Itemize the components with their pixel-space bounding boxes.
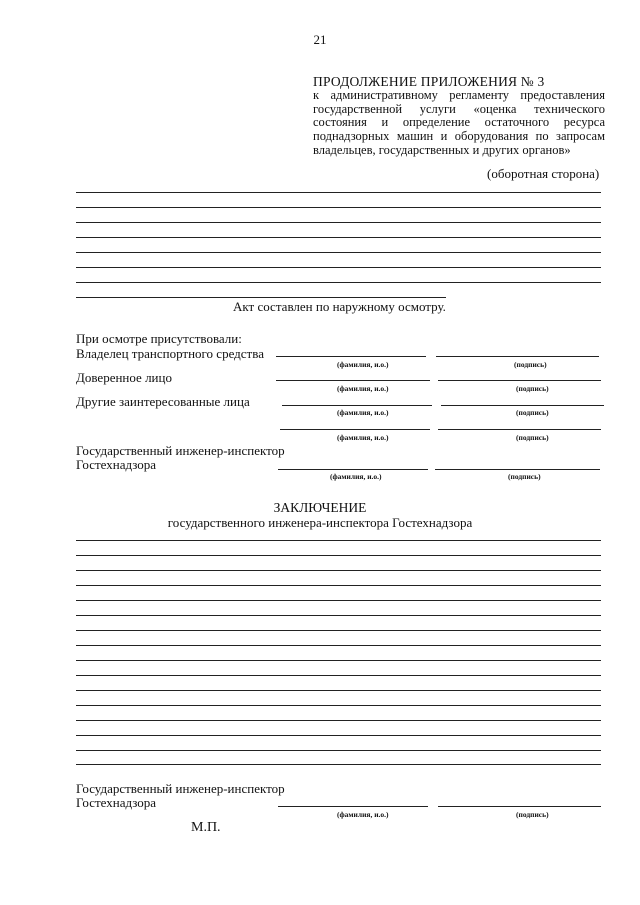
blank-line [76,720,601,721]
blank-line [76,222,601,223]
blank-line [76,252,601,253]
blank-line [76,630,601,631]
inspector-name-line [278,469,428,470]
blank-line [76,645,601,646]
blank-line [76,585,601,586]
blank-line [76,207,601,208]
others-name-caption: (фамилия, и.о.) [337,408,389,417]
owner-name-line [276,356,426,357]
blank-line [76,705,601,706]
blank-line [76,735,601,736]
final-signature-line [438,806,601,807]
others-name-caption-2: (фамилия, и.о.) [337,433,389,442]
blank-line [76,764,601,765]
blank-line [76,192,601,193]
proxy-signature-caption: (подпись) [516,384,549,393]
inspector-signature-caption: (подпись) [508,472,541,481]
blank-line [76,297,446,298]
proxy-name-line [276,380,430,381]
blank-line [76,750,601,751]
inspector-name-caption: (фамилия, и.о.) [330,472,382,481]
others-signature-line-2 [438,429,601,430]
conclusion-subtitle: государственного инженера-инспектора Гостехнадзора [167,515,473,530]
final-name-caption: (фамилия, и.о.) [337,810,389,819]
conclusion-title: ЗАКЛЮЧЕНИЕ [273,500,367,515]
final-name-line [278,806,428,807]
reverse-side-note: (оборотная сторона) [487,166,600,181]
appendix-header [313,74,605,158]
proxy-name-caption: (фамилия, и.о.) [337,384,389,393]
blank-line [76,600,601,601]
blank-line [76,675,601,676]
final-inspector-label-line1: Государственный инженер-инспектор [76,781,285,796]
appendix-title: ПРОДОЛЖЕНИЕ ПРИЛОЖЕНИЯ № 3 [313,74,545,89]
others-signature-caption-2: (подпись) [516,433,549,442]
blank-line [76,282,601,283]
blank-line [76,660,601,661]
inspector-label-line2: Гостехнадзора [76,457,157,472]
page-number: 21 [313,32,327,47]
final-signature-caption: (подпись) [516,810,549,819]
blank-line [76,267,601,268]
proxy-label: Доверенное лицо [76,370,172,385]
blank-line [76,540,601,541]
stamp-place: М.П. [191,820,221,835]
inspector-signature-line [435,469,600,470]
others-signature-caption: (подпись) [516,408,549,417]
others-signature-line [441,405,604,406]
owner-label: Владелец транспортного средства [76,346,264,361]
others-name-line-2 [280,429,430,430]
owner-signature-caption: (подпись) [514,360,547,369]
others-name-line [282,405,432,406]
final-inspector-label-line2: Гостехнадзора [76,795,157,810]
appendix-text: к административному регламенту предоставления государственной услуги «оценка технического состояния и определение остаточного ресурса поднадзорных машин и оборудования по запросам владельцев, государственных и других органов» [313,88,605,157]
proxy-signature-line [438,380,601,381]
blank-line [76,237,601,238]
blank-line [76,555,601,556]
owner-name-caption: (фамилия, и.о.) [337,360,389,369]
blank-line [76,690,601,691]
attendees-heading: При осмотре присутствовали: [76,331,242,346]
blank-line [76,570,601,571]
act-statement: Акт составлен по наружному осмотру. [233,299,446,314]
others-label: Другие заинтересованные лица [76,394,250,409]
blank-line [76,615,601,616]
owner-signature-line [436,356,599,357]
inspector-label-line1: Государственный инженер-инспектор [76,443,285,458]
